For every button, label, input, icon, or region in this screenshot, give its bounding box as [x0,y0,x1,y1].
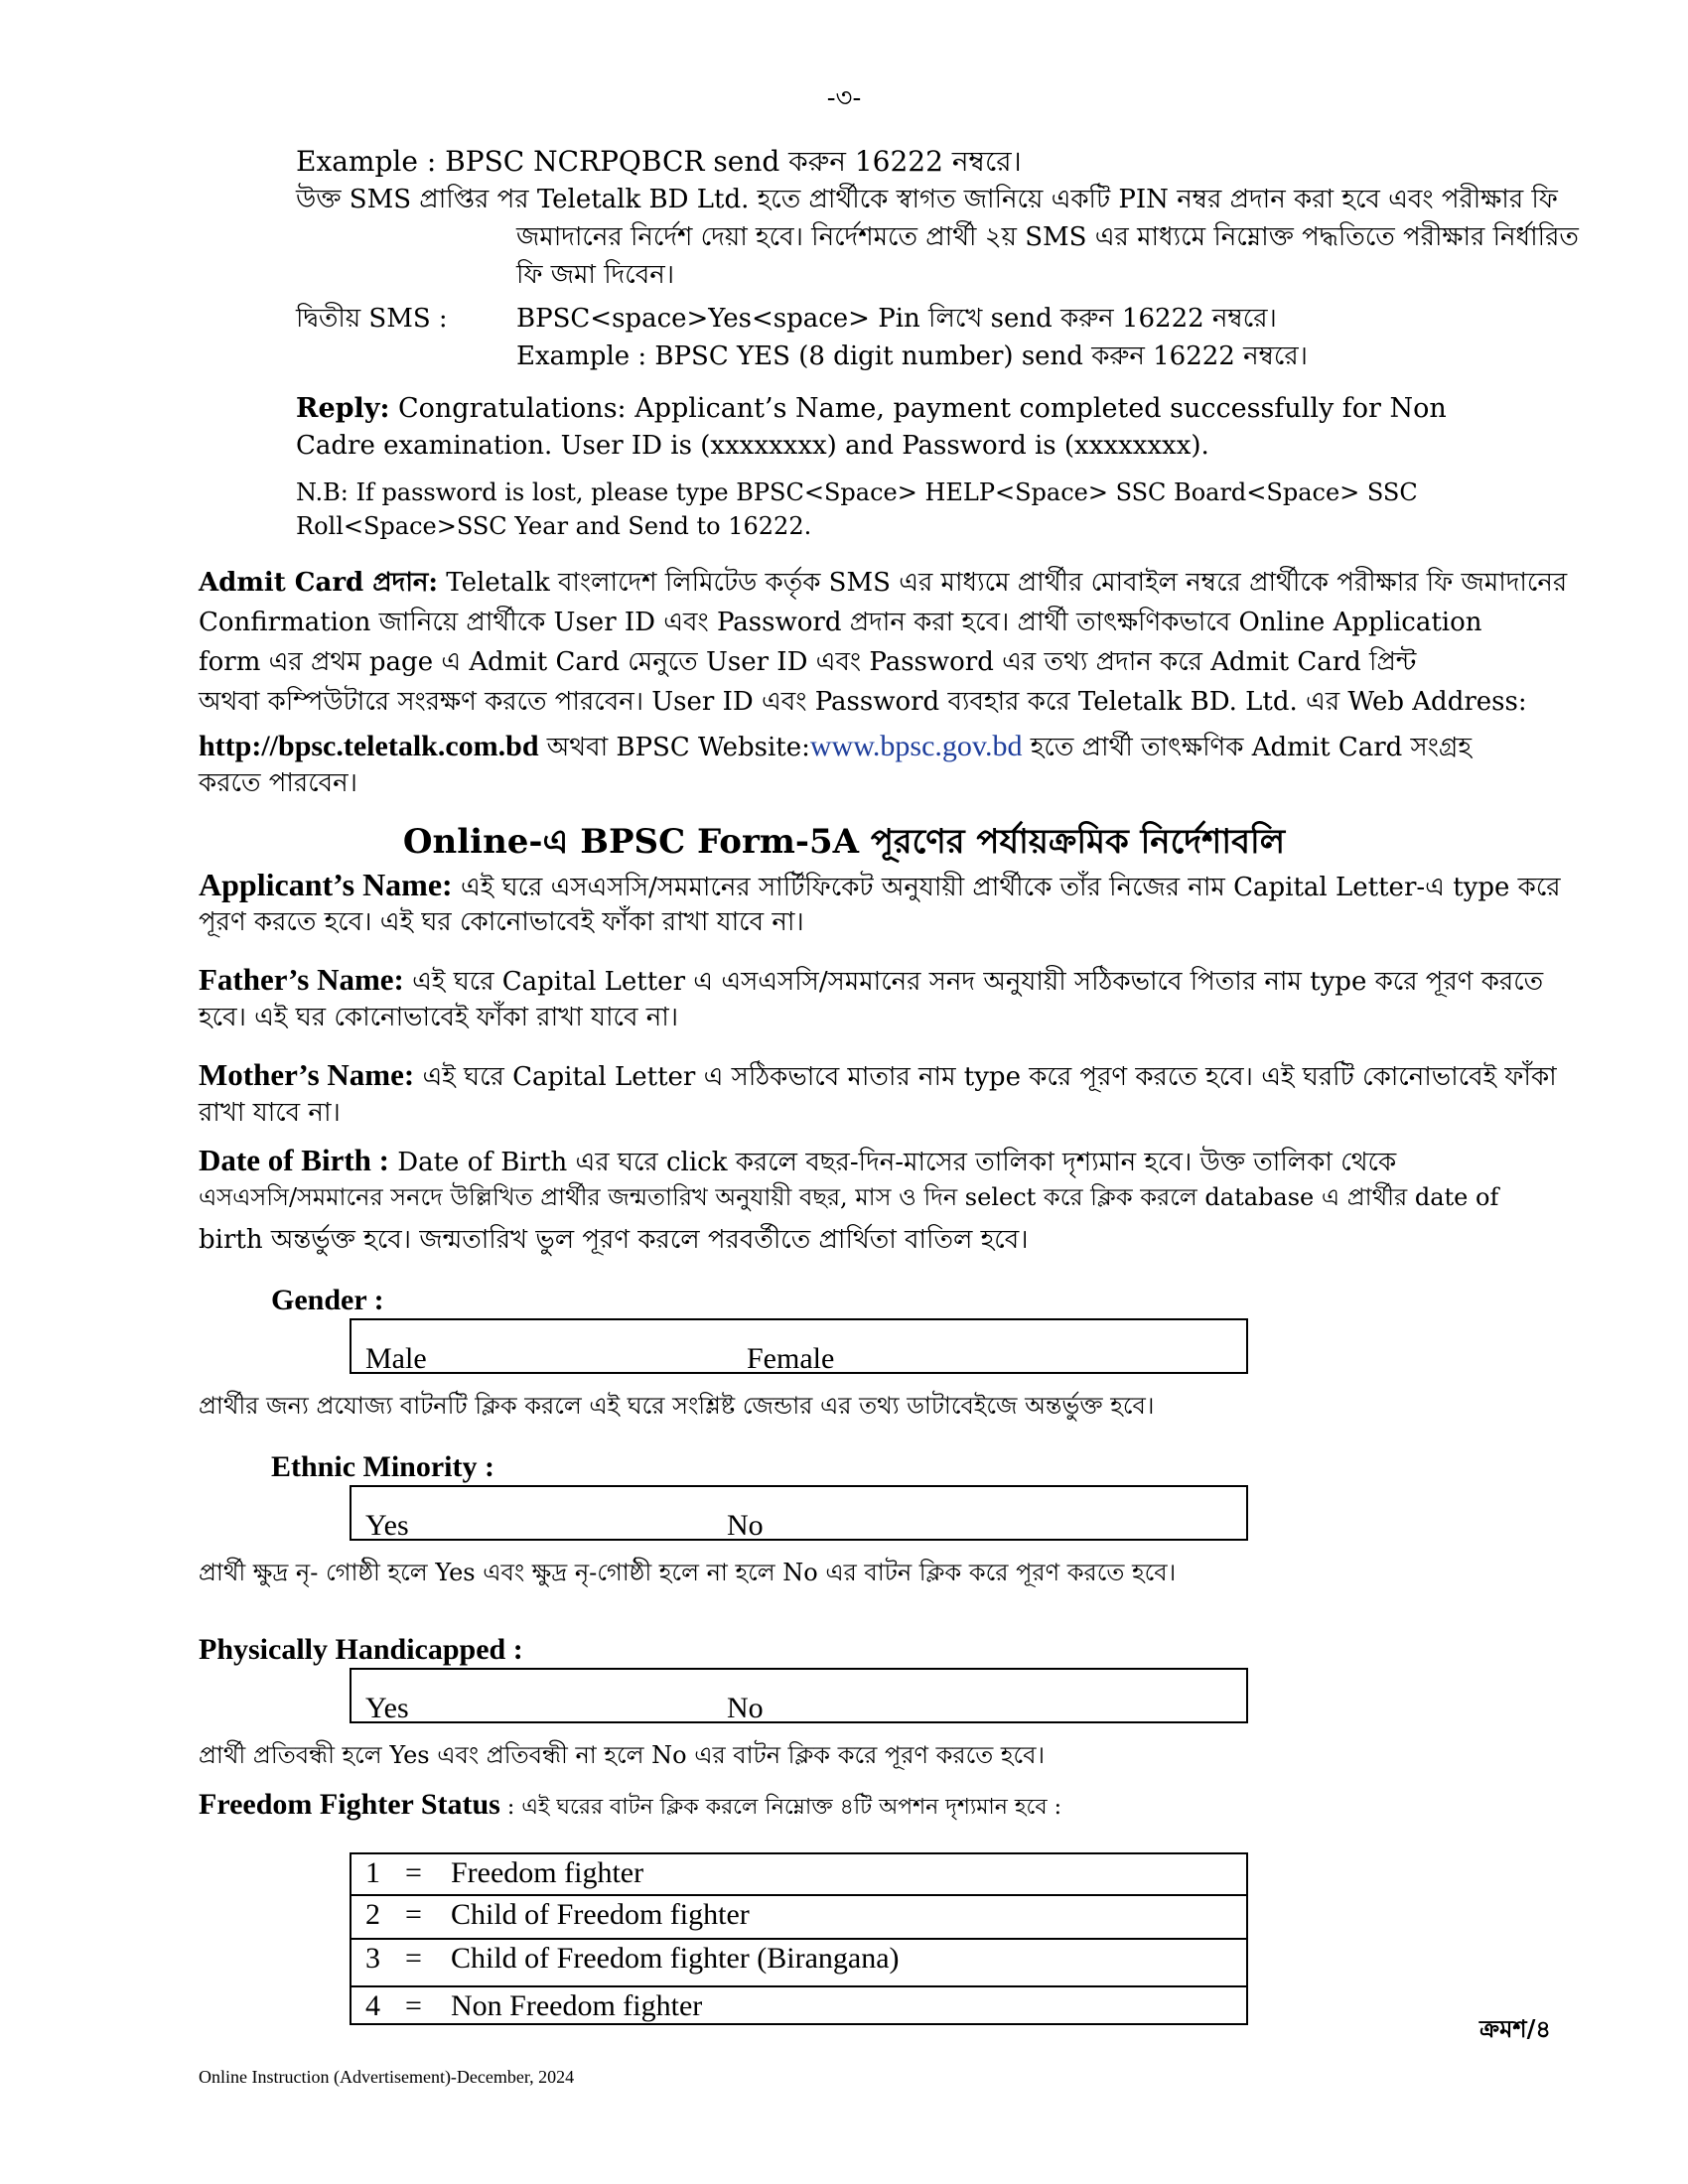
dob-line-1 [199,1142,1396,1178]
freedom-options-table [350,1852,1248,2025]
handicapped-options-box [350,1668,1248,1723]
option-label: Child of Freedom fighter (Birangana) [451,1942,900,1975]
teletalk-url[interactable]: http://bpsc.teletalk.com.bd [199,730,539,762]
dob-line-3: birth অন্তর্ভুক্ত হবে। জন্মতারিখ ভুল পূরণ করলে পরবর্তীতে প্রার্থিতা বাতিল হবে। [199,1225,1029,1255]
applicant-name-text-1: এই ঘরে এসএসসি/সমমানের সার্টিফিকেট অনুযায়ী প্রার্থীকে তাঁর নিজের নাম Capital Letter-এ type করে [452,873,1561,902]
option-label: Freedom fighter [451,1856,644,1889]
reply-line-2: Cadre examination. User ID is (xxxxxxxx) and Password is (xxxxxxxx). [296,431,1209,461]
admit-card-text-5a: অথবা BPSC Website: [538,733,810,762]
ethnic-options-box [350,1485,1248,1541]
section-heading: Online-এ BPSC Form-5A পূরণের পর্যায়ক্রমিক নির্দেশাবলি [402,822,1286,862]
mother-name-line-1 [199,1056,1557,1093]
admit-card-line-5 [199,729,1472,764]
sms-para-line-3: ফি জমা দিবেন। [516,260,675,290]
ethnic-option-yes[interactable]: Yes [365,1509,409,1542]
gender-note: প্রার্থীর জন্য প্রযোজ্য বাটনটি ক্লিক করলে এই ঘরে সংশ্লিষ্ট জেন্ডার এর তথ্য ডাটাবেইজে অন্তর্ভুক্ত হবে। [199,1392,1155,1420]
applicant-name-line-2: পূরণ করতে হবে। এই ঘর কোনোভাবেই ফাঁকা রাখা যাবে না। [199,907,804,937]
freedom-line [199,1787,1061,1823]
gender-label: Gender : [271,1284,384,1316]
page-number: -৩- [826,83,862,113]
gender-options-box [350,1318,1248,1374]
option-equals: = [405,1942,422,1975]
second-sms-format: BPSC<space>Yes<space> Pin লিখে send করুন 16222 নম্বরে। [516,304,1277,334]
dob-text-1: Date of Birth এর ঘরে click করলে বছর-দিন-মাসের তালিকা দৃশ্যমান হবে। উক্ত তালিকা থেকে [388,1148,1397,1177]
freedom-option-row[interactable] [352,1985,1246,2023]
father-name-text-1: এই ঘরে Capital Letter এ এসএসসি/সমমানের সনদ অনুযায়ী সঠিকভাবে পিতার নাম type করে পূরণ করতে [403,967,1544,997]
nb-line-2: Roll<Space>SSC Year and Send to 16222. [296,512,812,540]
ethnic-label: Ethnic Minority : [271,1450,494,1483]
admit-card-text-1: Teletalk বাংলাদেশ লিমিটেড কর্তৃক SMS এর মাধ্যমে প্রার্থীর মোবাইল নম্বরে প্রার্থীকে পরীক্ষার ফি জমাদানের [438,568,1568,598]
freedom-label: Freedom Fighter Status [199,1788,500,1821]
admit-card-label: Admit Card প্রদান: [199,568,438,598]
mother-name-line-2: রাখা যাবে না। [199,1098,341,1128]
admit-card-line-6: করতে পারবেন। [199,768,357,798]
nb-line-1: N.B: If password is lost, please type BPSC<Space> HELP<Space> SSC Board<Space> SSC [296,478,1418,506]
admit-card-line-3: form এর প্রথম page এ Admit Card মেনুতে User ID এবং Password এর তথ্য প্রদান করে Admit Card প্রিন্ট [199,647,1417,677]
ethnic-note: প্রার্থী ক্ষুদ্র নৃ- গোষ্ঠী হলে Yes এবং ক্ষুদ্র নৃ-গোষ্ঠী হলে না হলে No এর বাটন ক্লিক করে পূরণ করতে হবে। [199,1559,1177,1586]
footer-text: Online Instruction (Advertisement)-December, 2024 [199,2067,575,2087]
option-label: Child of Freedom fighter [451,1898,750,1931]
applicant-name-label: Applicant’s Name: [199,867,453,902]
dob-line-2: এসএসসি/সমমানের সনদে উল্লিখিত প্রার্থীর জন্মতারিখ অনুযায়ী বছর, মাস ও দিন select করে ক্লিক করলে database এ প্রার্থীর date of [199,1183,1499,1211]
admit-card-line-2: Confirmation জানিয়ে প্রার্থীকে User ID এবং Password প্রদান করা হবে। প্রার্থী তাৎক্ষণিকভাবে Online Application [199,608,1482,637]
reply-label: Reply: [296,393,390,424]
freedom-text: : এই ঘরের বাটন ক্লিক করলে নিম্নোক্ত ৪টি অপশন দৃশ্যমান হবে : [499,1795,1061,1820]
gender-option-female[interactable]: Female [747,1342,835,1375]
freedom-option-row[interactable] [352,1938,1246,1985]
option-label: Non Freedom fighter [451,1989,703,2022]
option-number: 4 [365,1989,380,2022]
gender-option-male[interactable]: Male [365,1342,427,1375]
reply-line-1 [296,393,1447,425]
admit-card-line-1 [199,568,1567,599]
father-name-label: Father’s Name: [199,962,404,997]
option-number: 1 [365,1856,380,1889]
dob-label: Date of Birth : [199,1143,389,1177]
continued-marker: ক্রমশ/৪ [1479,2014,1551,2043]
admit-card-text-5b: হতে প্রার্থী তাৎক্ষণিক Admit Card সংগ্রহ [1022,733,1473,762]
sms-example-1: Example : BPSC NCRPQBCR send করুন 16222 নম্বরে। [296,145,1022,178]
father-name-line-2: হবে। এই ঘর কোনোভাবেই ফাঁকা রাখা যাবে না। [199,1003,679,1032]
ethnic-option-no[interactable]: No [727,1509,764,1542]
option-number: 2 [365,1898,380,1931]
handicapped-label: Physically Handicapped : [199,1633,523,1666]
sms-para-line-2: জমাদানের নির্দেশ দেয়া হবে। নির্দেশমতে প্রার্থী ২য় SMS এর মাধ্যমে নিম্নোক্ত পদ্ধতিতে পরীক্ষার নির্ধারিত [516,222,1579,252]
handicapped-note: প্রার্থী প্রতিবন্ধী হলে Yes এবং প্রতিবন্ধী না হলে No এর বাটন ক্লিক করে পূরণ করতে হবে। [199,1741,1046,1769]
option-equals: = [405,1989,422,2022]
father-name-line-1 [199,961,1543,998]
bpsc-website-link[interactable]: www.bpsc.gov.bd [809,730,1023,762]
mother-name-label: Mother’s Name: [199,1057,415,1092]
option-number: 3 [365,1942,380,1975]
sms-para-line-1: উক্ত SMS প্রাপ্তির পর Teletalk BD Ltd. হতে প্রার্থীকে স্বাগত জানিয়ে একটি PIN নম্বর প্রদান করা হবে এবং পরীক্ষার ফি [296,185,1558,214]
option-equals: = [405,1856,422,1889]
freedom-option-row[interactable] [352,1894,1246,1938]
second-sms-label: দ্বিতীয় SMS : [296,304,448,334]
handicapped-option-yes[interactable]: Yes [365,1692,409,1724]
mother-name-text-1: এই ঘরে Capital Letter এ সঠিকভাবে মাতার নাম type করে পূরণ করতে হবে। এই ঘরটি কোনোভাবেই ফাঁকা [414,1062,1557,1092]
handicapped-option-no[interactable]: No [727,1692,764,1724]
freedom-option-row[interactable] [352,1854,1246,1894]
admit-card-line-4: অথবা কম্পিউটারে সংরক্ষণ করতে পারবেন। User ID এবং Password ব্যবহার করে Teletalk BD. Ltd. এর Web Address: [199,687,1527,717]
option-equals: = [405,1898,422,1931]
second-sms-example: Example : BPSC YES (8 digit number) send করুন 16222 নম্বরে। [516,341,1308,371]
applicant-name-line-1 [199,866,1561,903]
reply-text-1: Congratulations: Applicant’s Name, payment completed successfully for Non [389,393,1447,424]
